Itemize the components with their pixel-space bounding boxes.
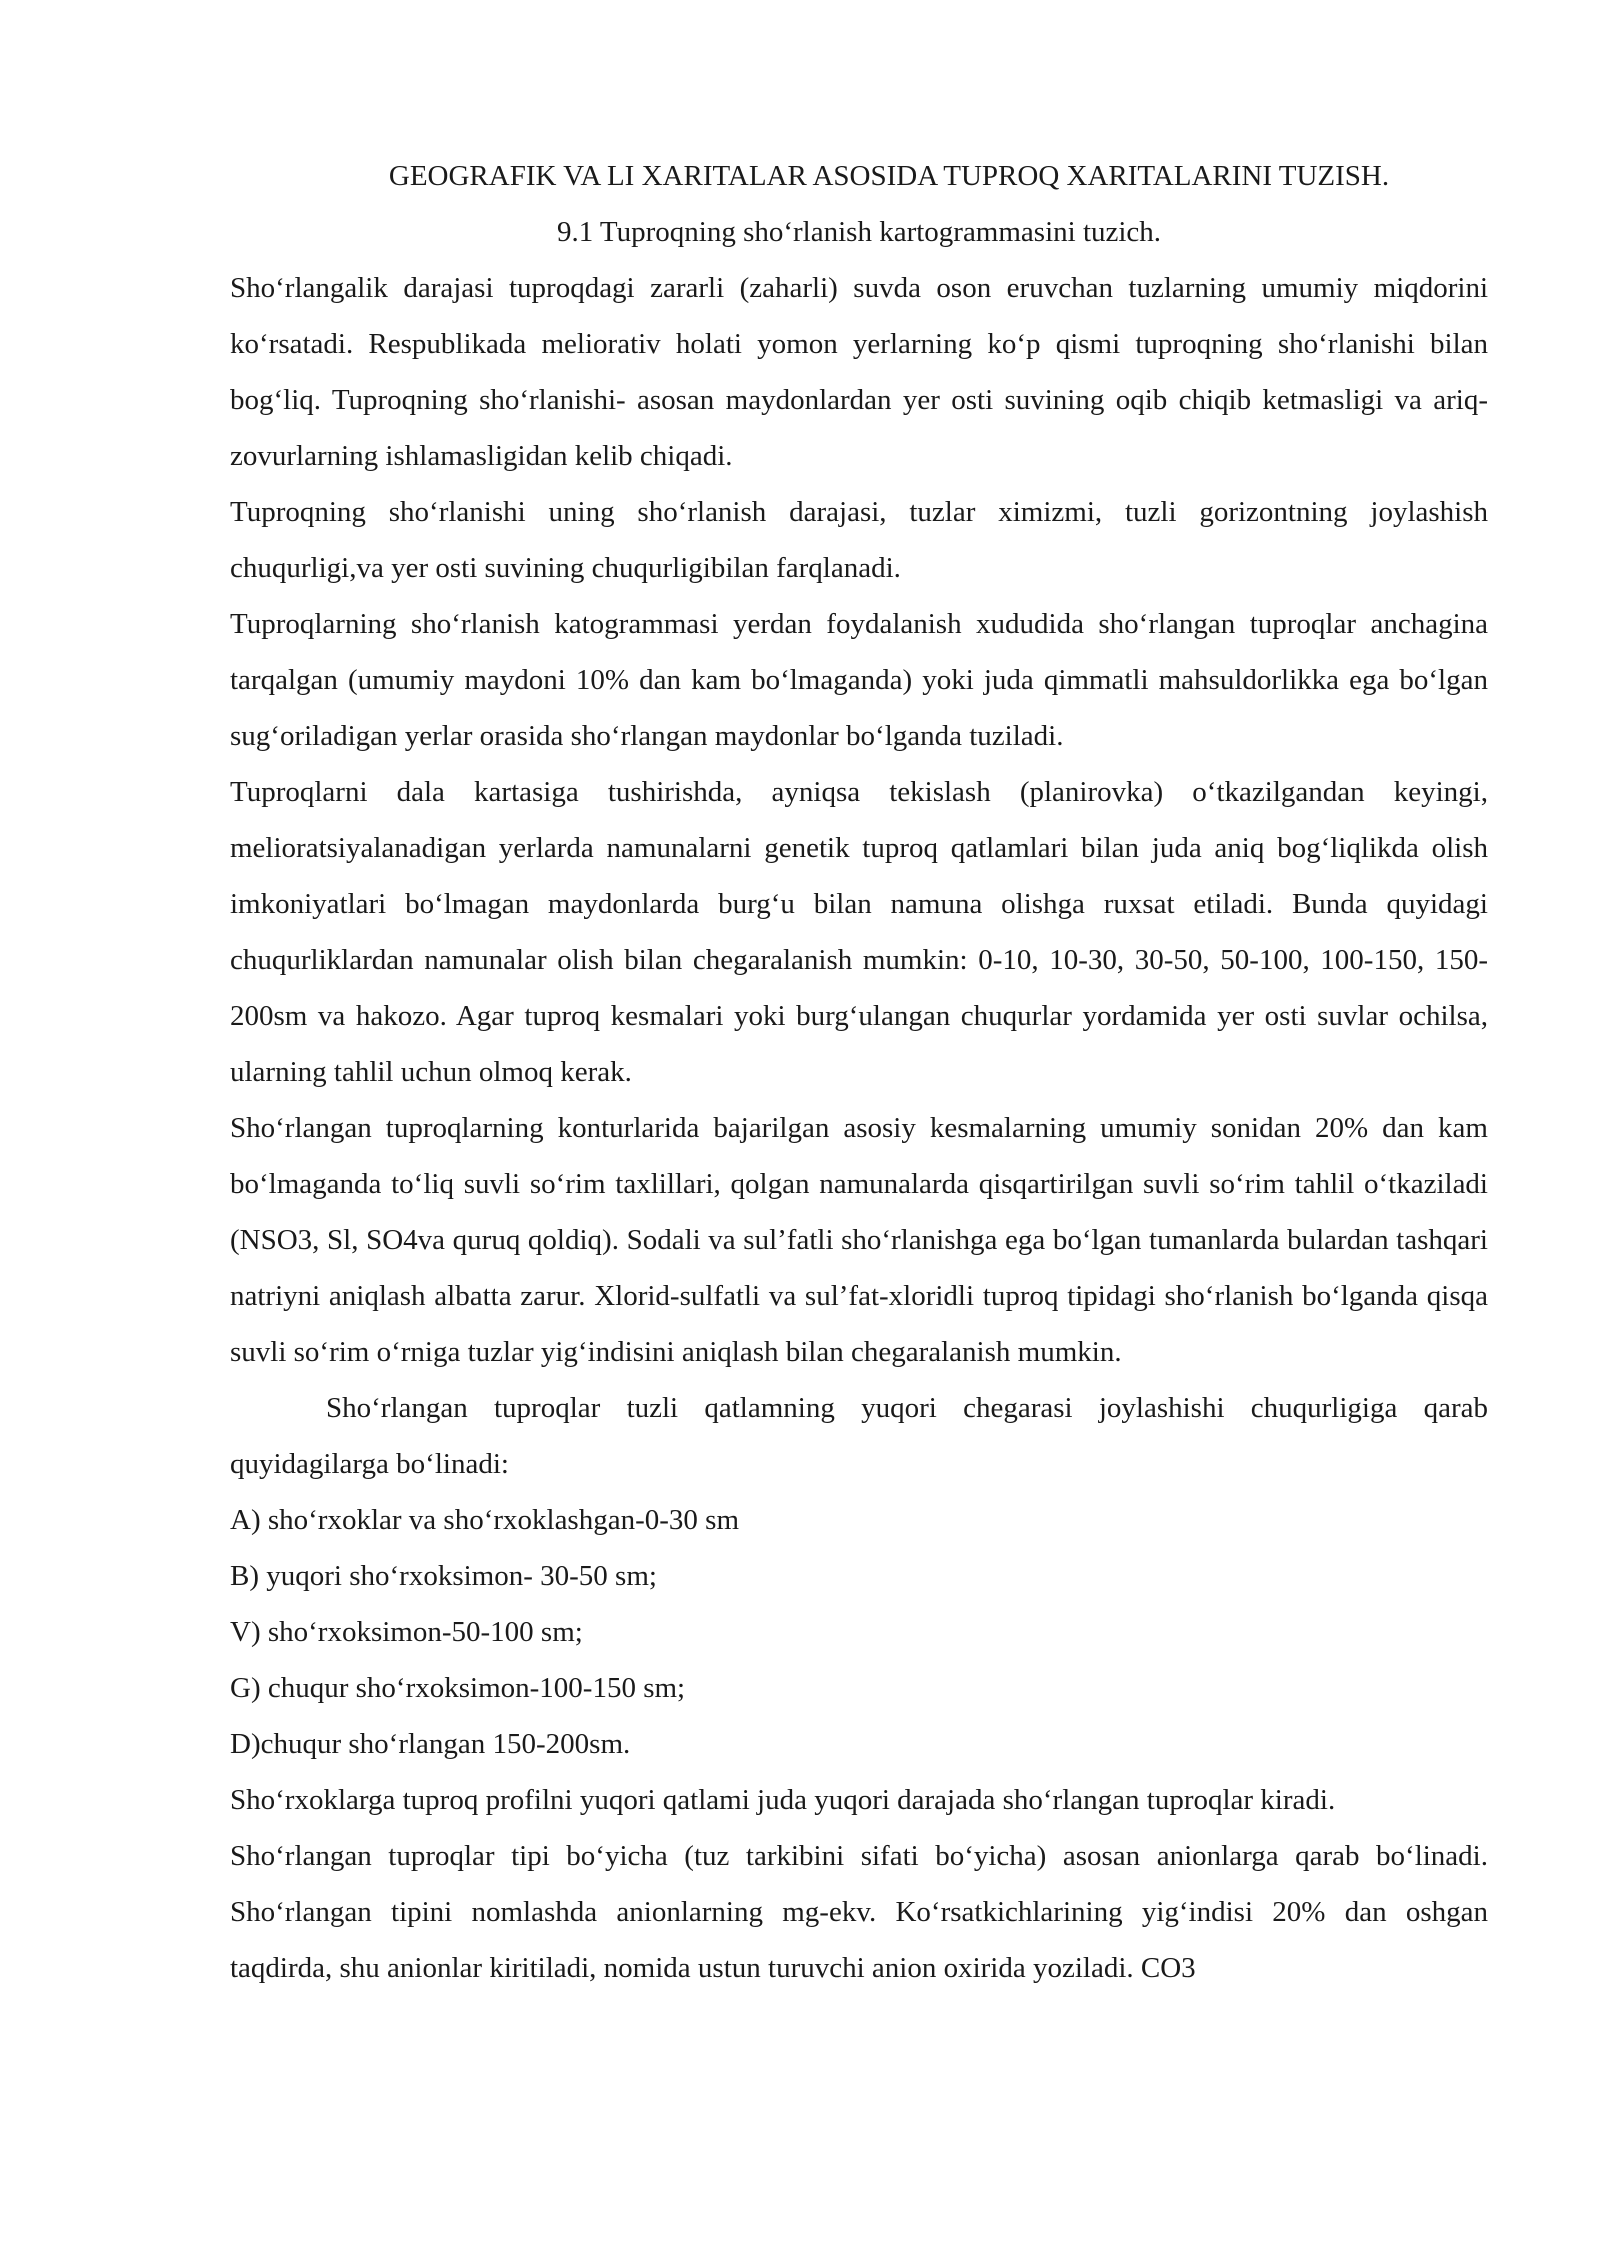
list-item: D)chuqur sho‘rlangan 150-200sm. (230, 1728, 631, 1760)
section-heading: 9.1 Tuproqning sho‘rlanish kartogrammasini tuzich. (556, 216, 1162, 248)
list-item: G) chuqur sho‘rxoksimon-100-150 sm; (230, 1672, 686, 1704)
paragraph-analysis: Sho‘rlangan tuproqlarning konturlarida bajarilgan asosiy kesmalarning umumiy sonidan 20% dan kam bo‘lmaganda to‘liq suvli so‘rim taxlillari, qolgan namunalarda qisqartirilgan suvli so‘rim tahlil o‘tkaziladi (NSO3, Sl, SO4va quruq qoldiq). Sodali va sul’fatli sho‘rlanishga ega bo‘lgan tumanlarda bulardan tashqari natriyni aniqlash albatta zarur. Xlorid-sulfatli va sul’fat-xloridli tuproq tipidagi sho‘rlanish bo‘lganda qisqa suvli so‘rim o‘rniga tuzlar yig‘indisini aniqlash bilan chegaralanish mumkin. (230, 1112, 1488, 1368)
list-item: V) sho‘rxoksimon-50-100 sm; (230, 1616, 583, 1648)
document-page (230, 148, 1488, 1996)
paragraph-solonchak: Sho‘rxoklarga tuproq profilni yuqori qatlami juda yuqori darajada sho‘rlangan tuproqlar kiradi. (230, 1784, 1336, 1816)
paragraph-salinity-factors: Tuproqning sho‘rlanishi uning sho‘rlanish darajasi, tuzlar ximizmi, tuzli gorizontning joylashish chuqurligi,va yer osti suvining chuqurligibilan farqlanadi. (230, 496, 1488, 584)
paragraph-salinity-types: Sho‘rlangan tuproqlar tipi bo‘yicha (tuz tarkibini sifati bo‘yicha) asosan anionlarga qarab bo‘linadi. Sho‘rlangan tipini nomlashda anionlarning mg-ekv. Ko‘rsatkichlarining yig‘indisi 20% dan oshgan taqdirda, shu anionlar kiritiladi, nomida ustun turuvchi anion oxirida yoziladi. CO3 (230, 1840, 1488, 1984)
paragraph-cartogram-conditions: Tuproqlarning sho‘rlanish katogrammasi yerdan foydalanish xududida sho‘rlangan tuproqlar anchagina tarqalgan (umumiy maydoni 10% dan kam bo‘lmaganda) yoki juda qimmatli mahsuldorlikka ega bo‘lgan sug‘oriladigan yerlar orasida sho‘rlangan maydonlar bo‘lganda tuziladi. (230, 608, 1488, 752)
paragraph-classification-intro: Sho‘rlangan tuproqlar tuzli qatlamning yuqori chegarasi joylashishi chuqurligiga qarab quyidagilarga bo‘linadi: (230, 1392, 1488, 1480)
list-item: A) sho‘rxoklar va sho‘rxoklashgan-0-30 sm (230, 1504, 740, 1536)
document-title: GEOGRAFIK VA LI XARITALAR ASOSIDA TUPROQ XARITALARINI TUZISH. (388, 160, 1390, 192)
paragraph-sampling: Tuproqlarni dala kartasiga tushirishda, ayniqsa tekislash (planirovka) o‘tkazilgandan keyingi, melioratsiyalanadigan yerlarda namunalarni genetik tuproq qatlamlari bilan juda aniq bog‘liqlikda olish imkoniyatlari bo‘lmagan maydonlarda burg‘u bilan namuna olishga ruxsat etiladi. Bunda quyidagi chuqurliklardan namunalar olish bilan chegaralanish mumkin: 0-10, 10-30, 30-50, 50-100, 100-150, 150-200sm va hakozo. Agar tuproq kesmalari yoki burg‘ulangan chuqurlar yordamida yer osti suvlar ochilsa, ularning tahlil uchun olmoq kerak. (230, 776, 1488, 1088)
list-item: B) yuqori sho‘rxoksimon- 30-50 sm; (230, 1560, 657, 1592)
paragraph-salinity-definition: Sho‘rlangalik darajasi tuproqdagi zararli (zaharli) suvda oson eruvchan tuzlarning umumiy miqdorini ko‘rsatadi. Respublikada meliorativ holati yomon yerlarning ko‘p qismi tuproqning sho‘rlanishi bilan bog‘liq. Tuproqning sho‘rlanishi- asosan maydonlardan yer osti suvining oqib chiqib ketmasligi va ariq-zovurlarning ishlamasligidan kelib chiqadi. (230, 272, 1488, 472)
